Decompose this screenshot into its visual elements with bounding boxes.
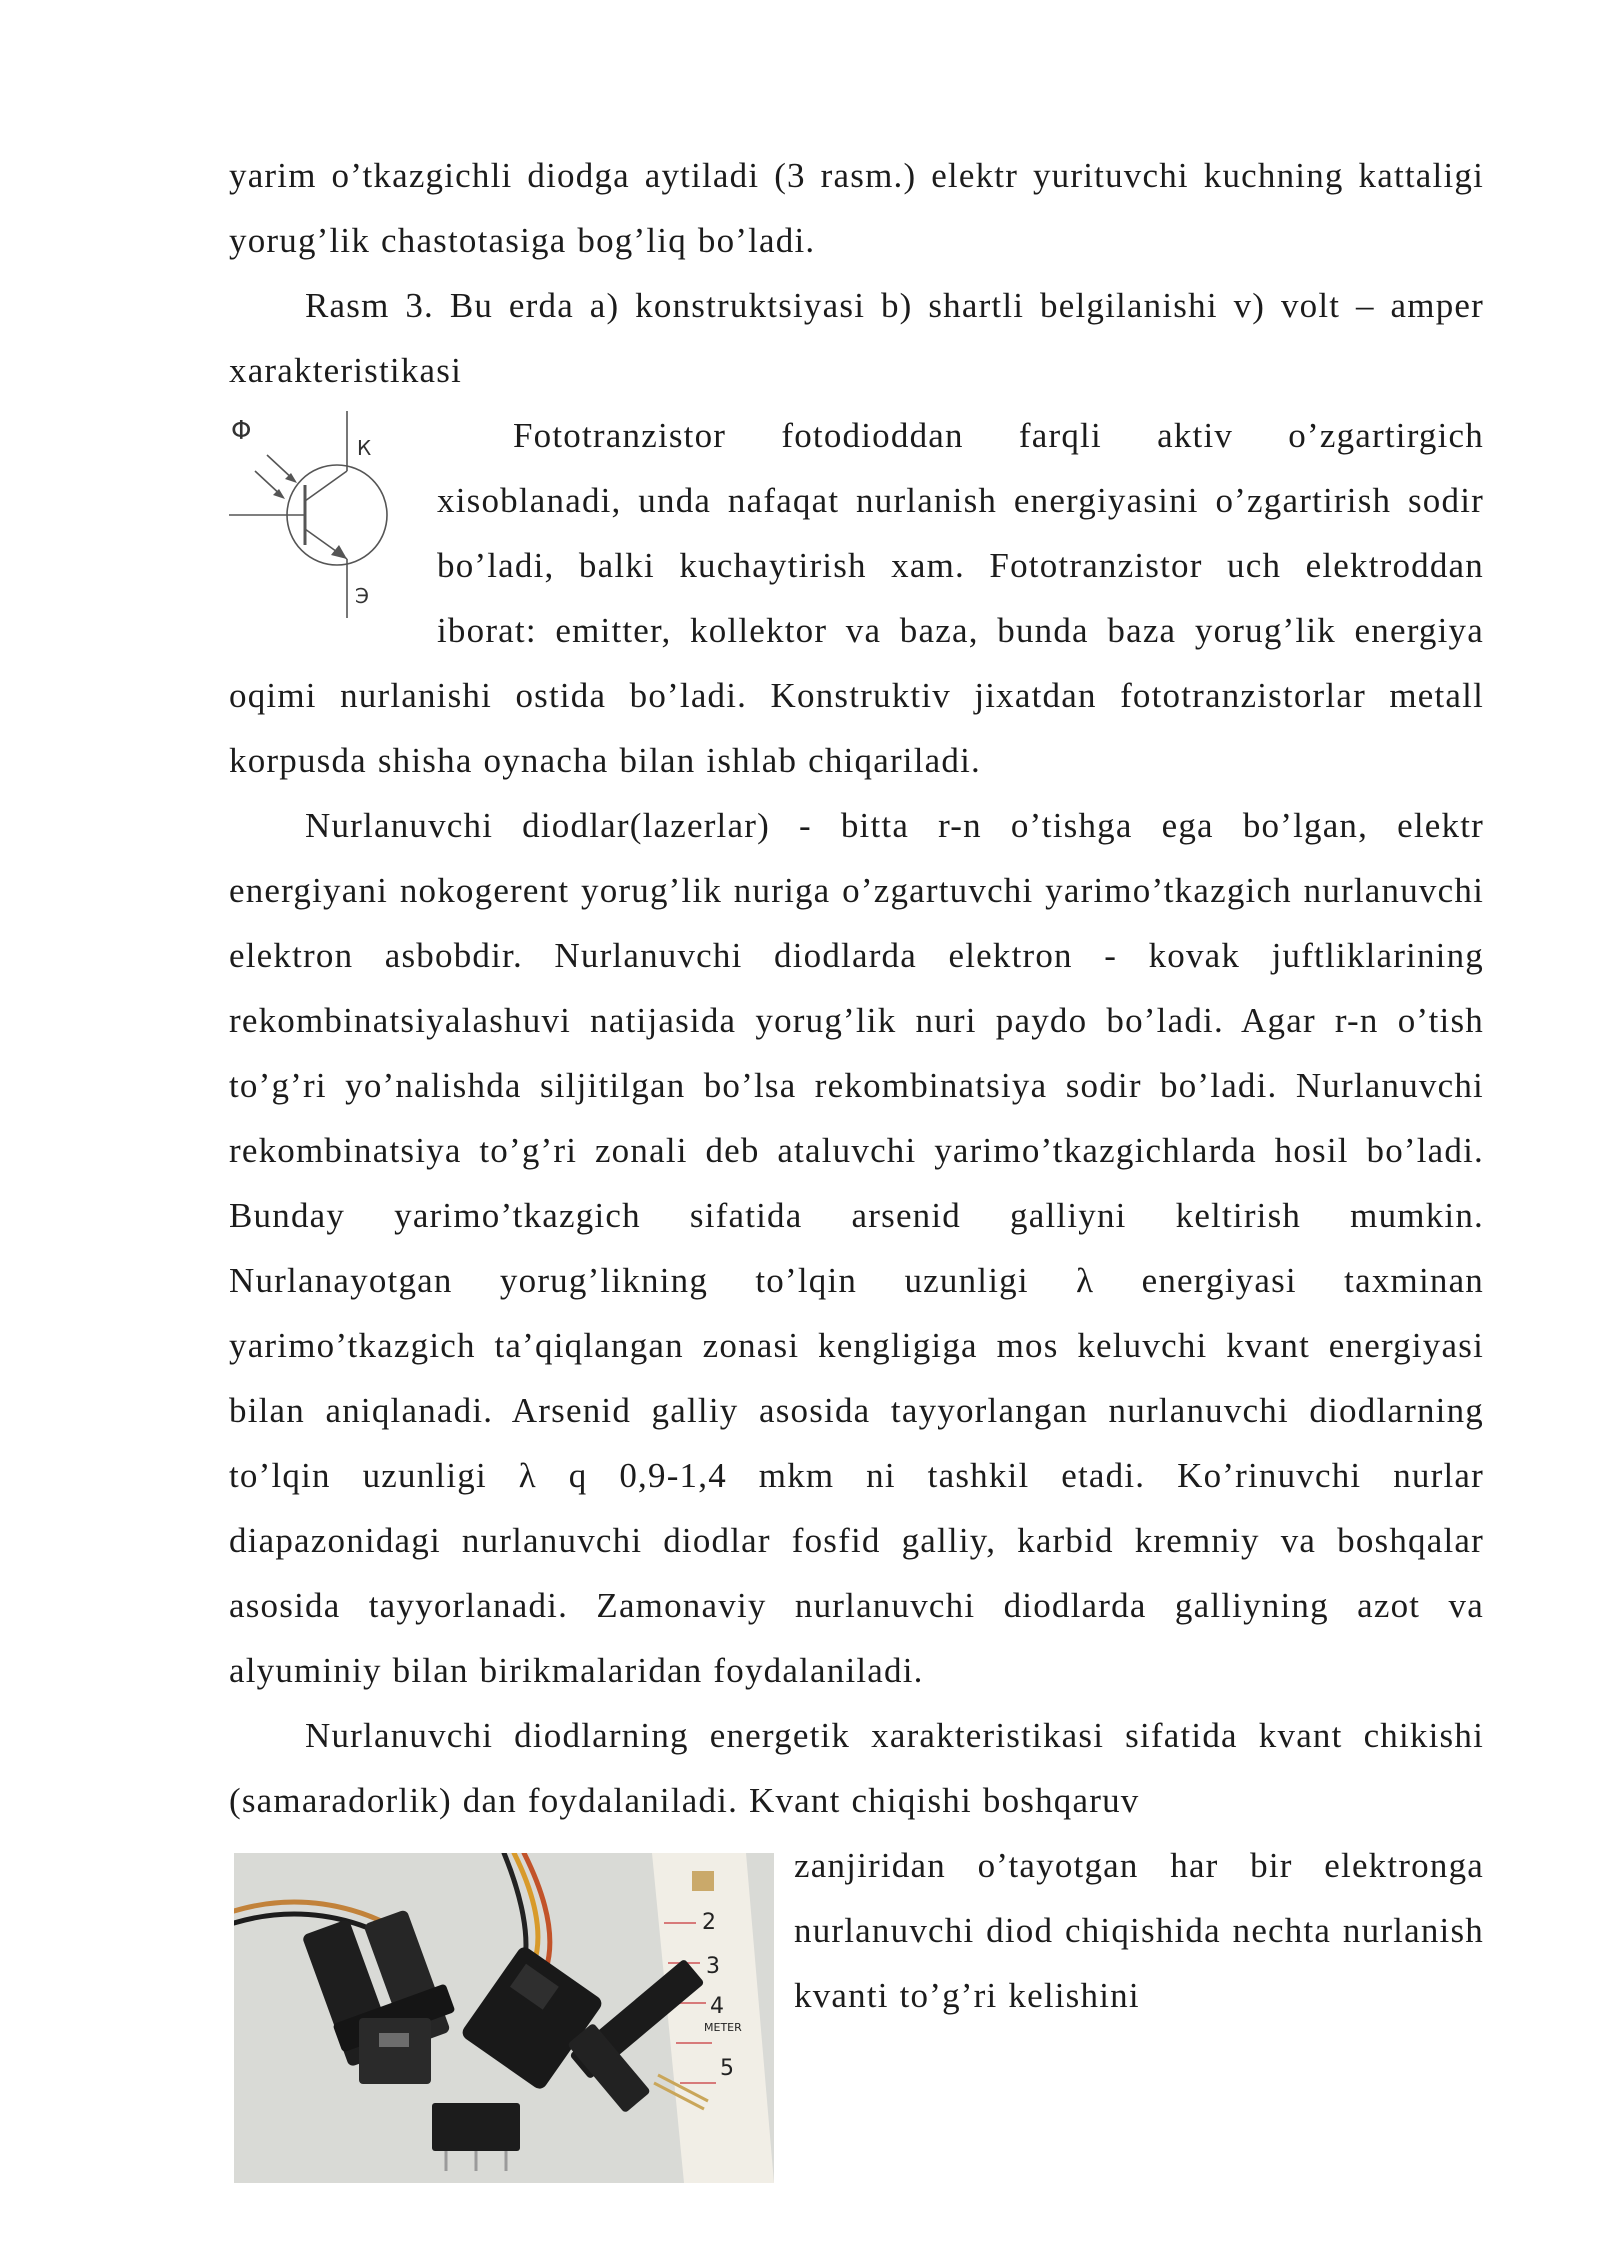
dip-package bbox=[432, 2103, 520, 2171]
figure-caption: Rasm 3. Bu erda a) konstruktsiyasi b) shartli belgilanishi v) volt – amper xarakteristikasi bbox=[229, 286, 1484, 390]
ruler-mark: 4 bbox=[710, 1994, 724, 2019]
collector-label: К bbox=[357, 436, 372, 460]
paragraph-emitting-diodes: Nurlanuvchi diodlar(lazerlar) - bitta r-n o’tishga ega bo’lgan, elektr energiyani nokogerent yorug’lik nuriga o’zgartuvchi yarimo’tkazgich nurlanuvchi elektron asbobdir. Nurlanuvchi diodlarda elektron - kovak juftliklarining rekombinatsiyalashuvi natijasida yorug’lik nuri paydo bo’ladi. Agar r-n o’tish to’g’ri yo’nalishda siljitilgan bo’lsa rekombinatsiya sodir bo’ladi. Nurlanuvchi rekombinatsiya to’g’ri zonali deb ataluvchi yarimo’tkazgichlarda hosil bo’ladi. Bunday yarimo’tkazgich sifatida arsenid galliyni keltirish mumkin. Nurlanayotgan yorug’likning to’lqin uzunligi λ energiyasi taxminan yarimo’tkazgich ta’qiqlangan zonasi kengligiga mos keluvchi kvant energiyasi bilan aniqlanadi. Arsenid galliy asosida tayyorlangan nurlanuvchi diodlarning to’lqin uzunligi λ q 0,9-1,4 mkm ni tashkil etadi. Ko’rinuvchi nurlar diapazonidagi nurlanuvchi diodlar fosfid galliy, karbid kremniy va boshqalar asosida tayyorlanadi. Zamonaviy nurlanuvchi diodlarda galliyning azot va alyuminiy bilan birikmalaridan foydalaniladi. bbox=[229, 806, 1484, 1690]
phototransistor-schematic bbox=[219, 403, 437, 623]
smd-chip bbox=[359, 2018, 431, 2084]
paragraph-quantum-efficiency-continued: zanjiridan o’tayotgan har bir elektronga nurlanuvchi diod chiqishida nechta nurlanish kvanti to’g’ri kelishini bbox=[794, 1846, 1484, 2015]
ruler-text: METER bbox=[704, 2021, 742, 2034]
paragraph-intro: yarim o’tkazgichli diodga aytiladi (3 rasm.) elektr yurituvchi kuchning kattaligi yorug’lik chastotasiga bog’liq bo’ladi. bbox=[229, 156, 1484, 260]
flux-label: Φ bbox=[231, 416, 252, 446]
document-body bbox=[229, 143, 1484, 2183]
optoelectronic-components-photo bbox=[234, 1853, 774, 2183]
ruler-mark: 2 bbox=[702, 1910, 716, 1935]
paragraph-phototransistor: Fototranzistor fotodioddan farqli aktiv o’zgartirgich xisoblanadi, unda nafaqat nurlanish energiyasini o’zgartirish sodir bo’ladi, balki kuchaytirish xam. Fototranzistor uch elektroddan iborat: emitter, kollektor va baza, bunda baza yorug’lik energiya oqimi nurlanishi ostida bo’ladi. Konstruktiv jixatdan fototranzistorlar metall korpusda shisha oynacha bilan ishlab chiqariladi. bbox=[229, 416, 1484, 780]
ruler-mark: 3 bbox=[706, 1954, 720, 1979]
emitter-label: Э bbox=[355, 584, 369, 608]
paragraph-quantum-efficiency: Nurlanuvchi diodlarning energetik xarakteristikasi sifatida kvant chikishi (samaradorlik) dan foydalaniladi. Kvant chiqishi boshqaruv bbox=[229, 1716, 1484, 1820]
ruler-mark: 5 bbox=[720, 2056, 734, 2081]
